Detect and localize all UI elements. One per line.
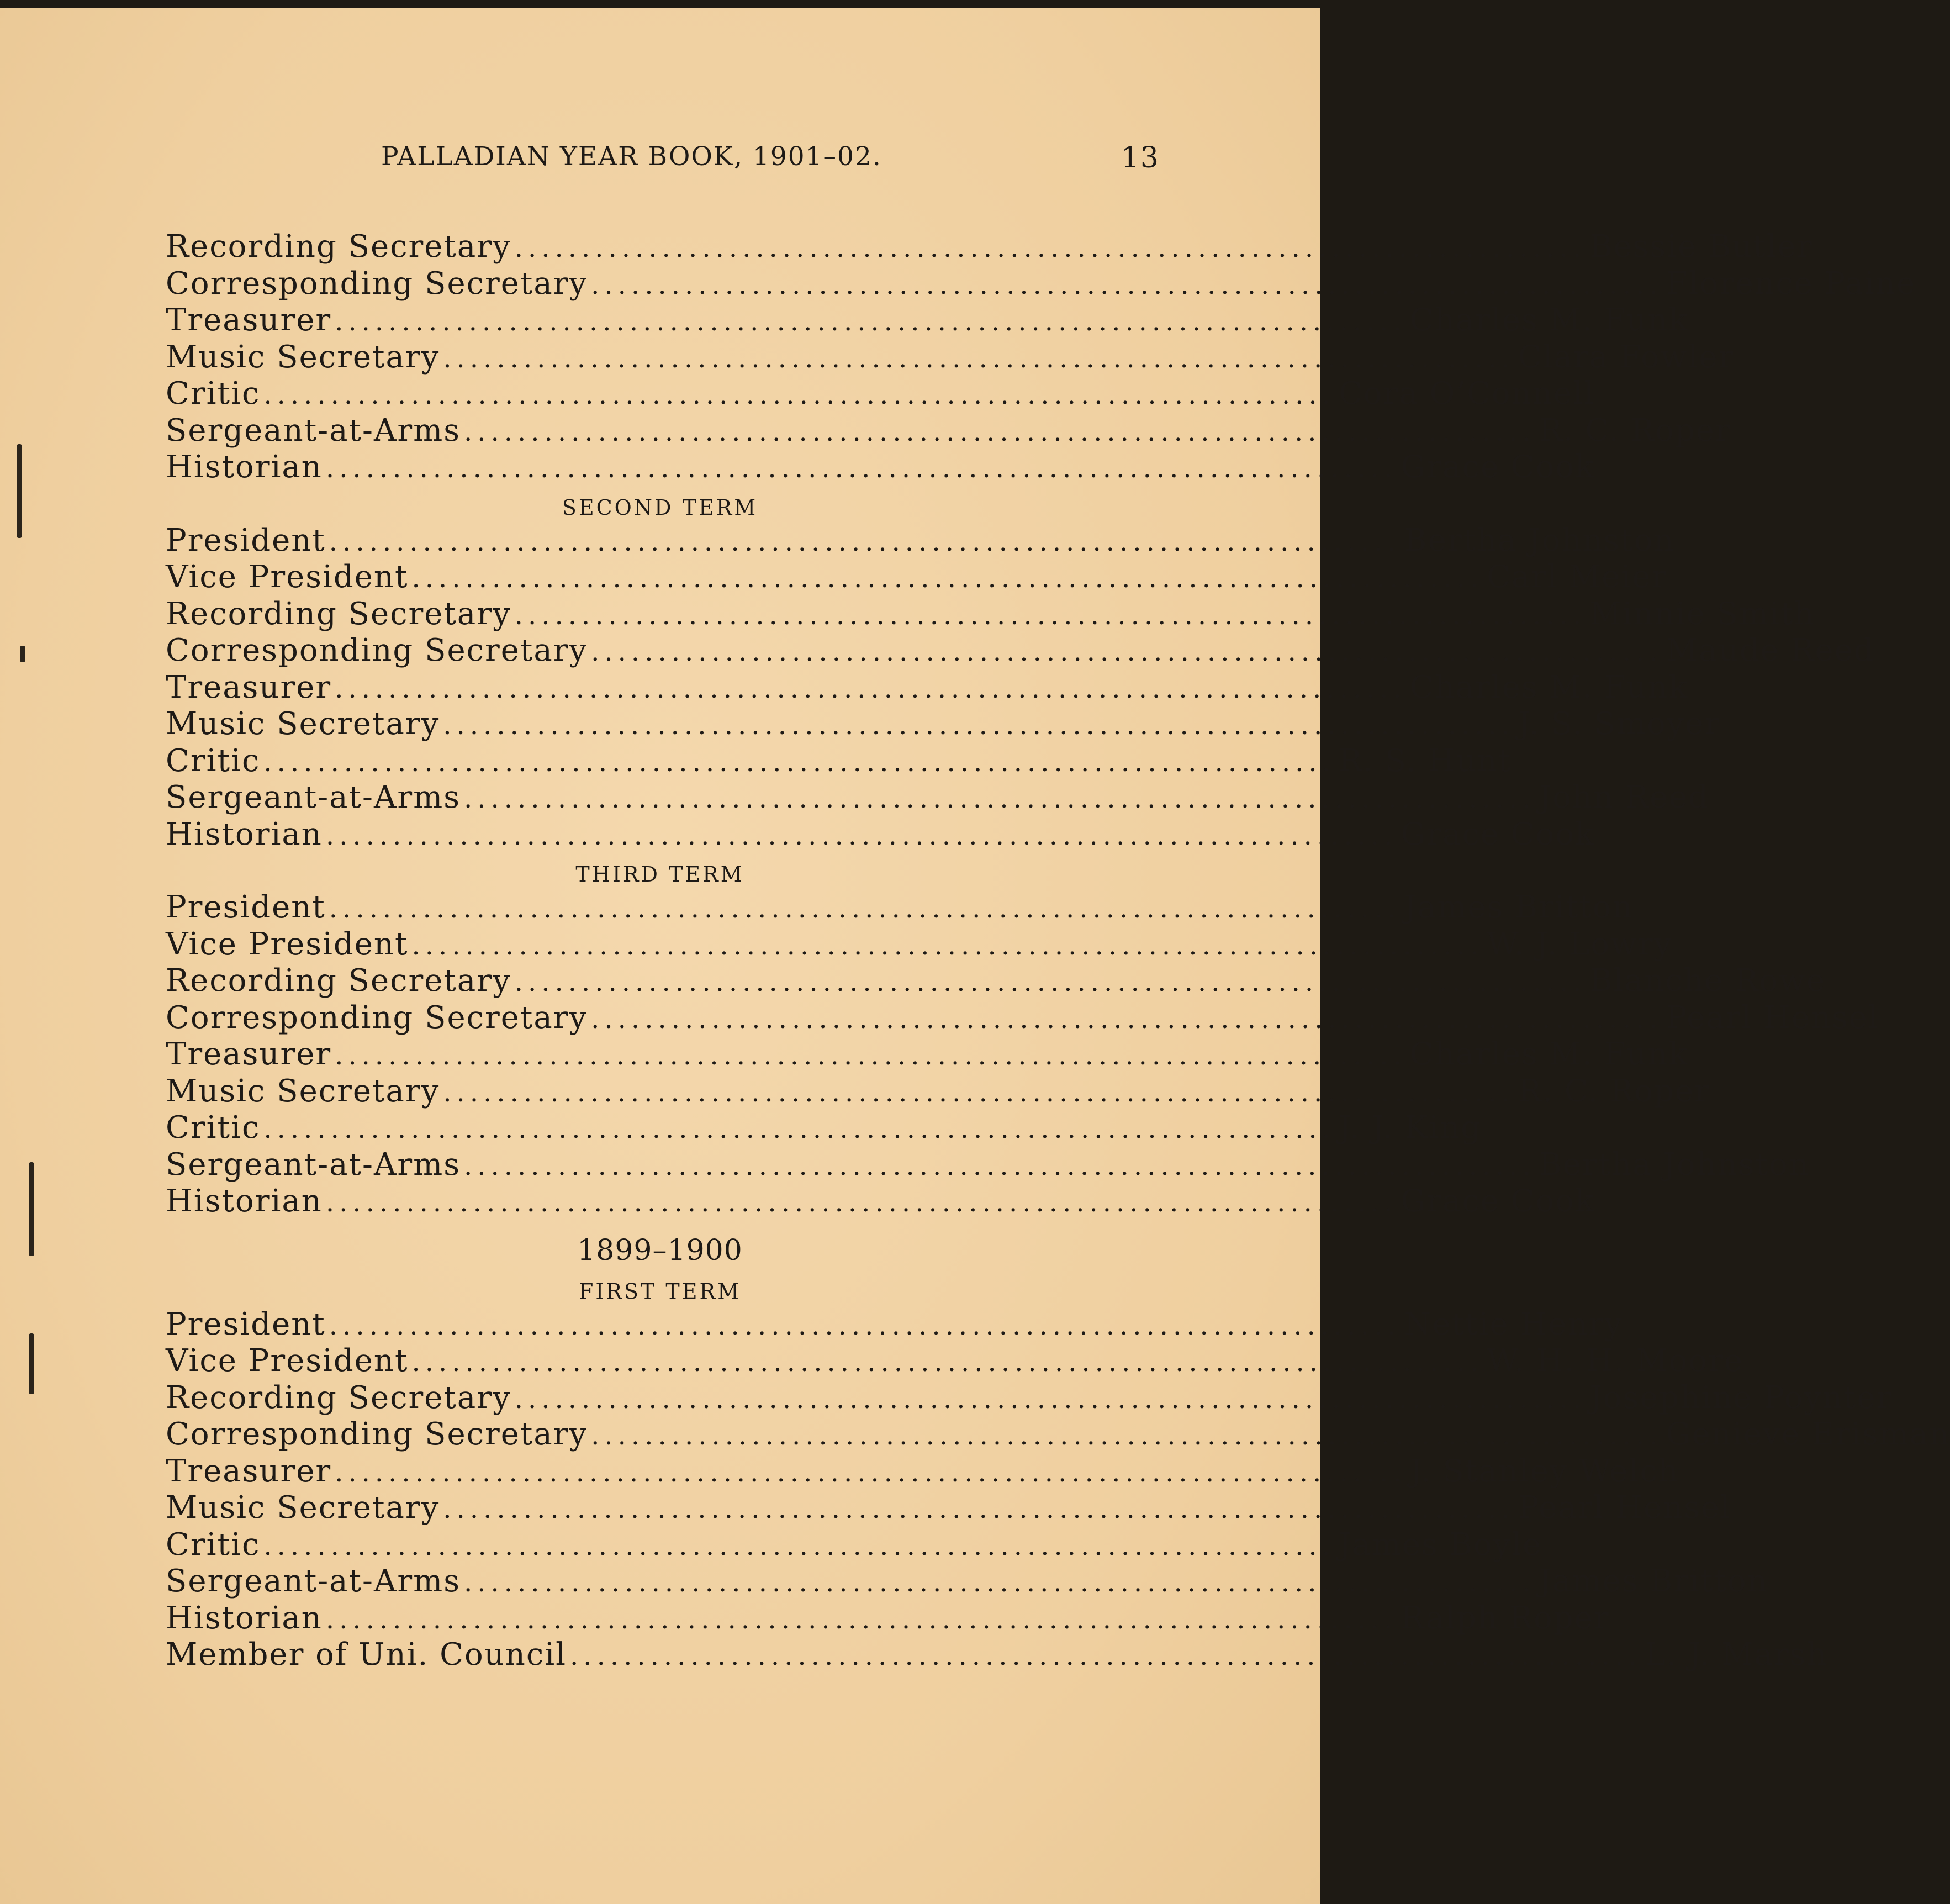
officer-row (166, 1036, 1689, 1073)
officer-list (166, 229, 1950, 1674)
office-title: Critic (166, 742, 261, 779)
officer-name: Grace Cook (1401, 449, 1595, 485)
officer-name: John Reed (1539, 779, 1710, 815)
office-title: Critic (166, 376, 261, 412)
running-title: PALLADIAN YEAR BOOK, 1901–02. (381, 141, 882, 172)
officer-name: R. S. Hunt (1338, 742, 1512, 779)
officer-name: Minnie Smith (1589, 595, 1815, 632)
dot-leader: ................................................................................ (464, 416, 1536, 447)
officer-row (166, 1110, 1482, 1147)
dot-leader: ................................................................................ (464, 1150, 1536, 1182)
officer-row (166, 1526, 1542, 1564)
office-title: Historian (166, 1600, 323, 1636)
officer-row (166, 339, 1735, 376)
officer-row (166, 1343, 1744, 1380)
office-title: Music Secretary (166, 339, 440, 375)
dot-leader: ................................................................................ (514, 599, 1587, 631)
office-title: Vice President (166, 1343, 409, 1379)
dot-leader: ................................................................................ (335, 1457, 1407, 1488)
dot-leader: ................................................................................ (411, 930, 1484, 961)
officer-name: Carl Meier (1487, 559, 1668, 595)
officer-row (166, 669, 1689, 706)
office-title: Sergeant-at-Arms (166, 779, 461, 815)
dot-leader: ................................................................................ (335, 1040, 1407, 1071)
office-title: Treasurer (166, 1453, 332, 1489)
binding-stitch-mark (20, 646, 25, 662)
office-title: Critic (166, 1110, 261, 1146)
officer-row (166, 1146, 1810, 1184)
office-title: Recording Secretary (166, 963, 511, 999)
year-heading: 1899–1900 (577, 1233, 743, 1267)
dot-leader: ................................................................................ (335, 673, 1407, 704)
office-title: Corresponding Secretary (166, 999, 588, 1036)
officer-row (166, 706, 1721, 743)
dot-leader: ................................................................................ (514, 967, 1587, 998)
binding-stitch-mark (17, 444, 22, 538)
office-title: Treasurer (166, 302, 332, 338)
officer-name: Josephine Poynter (1589, 1379, 1893, 1416)
officer-row (166, 742, 1512, 780)
dot-leader: ................................................................................ (335, 306, 1407, 337)
officer-name: L. J. Marsh (1645, 1637, 1828, 1673)
office-title: Sergeant-at-Arms (166, 412, 461, 449)
office-title: Corresponding Secretary (166, 632, 588, 668)
page-number: 13 (1121, 141, 1160, 175)
dot-leader: ................................................................................ (325, 1187, 1398, 1218)
office-title: Vice President (166, 926, 409, 962)
officer-row (166, 1183, 1595, 1220)
officer-row (166, 1490, 1731, 1527)
officer-name: Florence Paine (1666, 265, 1916, 302)
dot-leader: ................................................................................ (263, 746, 1335, 778)
officer-row (166, 229, 1813, 266)
office-title: Historian (166, 449, 323, 485)
office-title: Vice President (166, 559, 409, 595)
office-title: Corresponding Secretary (166, 265, 588, 302)
officer-row (166, 889, 1634, 926)
office-title: Treasurer (166, 1036, 332, 1072)
officer-row (166, 412, 1731, 450)
officer-name: James Britton (1404, 889, 1634, 925)
dot-leader: ................................................................................ (411, 563, 1484, 594)
officer-row (166, 632, 1875, 669)
officer-name: Maude Reed (1666, 632, 1875, 668)
officer-name: Charles M. Funk (1409, 1036, 1689, 1072)
office-title: Sergeant-at-Arms (166, 1146, 461, 1183)
dot-leader: ................................................................................ (514, 1383, 1587, 1415)
officer-name: Grace Cook (1401, 1183, 1595, 1219)
officer-row (166, 1073, 1710, 1110)
running-header (381, 136, 1160, 180)
officer-row (166, 595, 1815, 633)
officer-name: Ralph Roper (1401, 1600, 1610, 1636)
officer-name: Charles M. Funk (1409, 669, 1689, 705)
officer-name: J. S. Smoyer (1518, 706, 1721, 742)
dot-leader: ................................................................................ (263, 1114, 1335, 1144)
officer-row (166, 449, 1595, 486)
officer-name: Bertha Johnston (1539, 1146, 1810, 1183)
officer-name: Charles M. Funk (1409, 302, 1689, 338)
office-title: President (166, 522, 326, 558)
dot-leader: ................................................................................ (443, 710, 1515, 741)
office-title: Corresponding Secretary (166, 1416, 588, 1452)
officer-row (166, 559, 1668, 596)
dot-leader: ................................................................................ (591, 269, 1663, 300)
officer-row (166, 1563, 1768, 1600)
binding-stitch-mark (29, 1333, 34, 1394)
dot-leader: ................................................................................ (570, 1641, 1642, 1671)
officer-name: Pearl Hensel (1518, 1490, 1731, 1526)
officer-row (166, 302, 1689, 339)
dot-leader: ................................................................................ (591, 636, 1663, 667)
office-title: Music Secretary (166, 1490, 440, 1526)
dot-leader: ................................................................................ (329, 1310, 1401, 1341)
officer-row (166, 926, 1673, 963)
officer-name: Grace Cook (1401, 816, 1595, 852)
dot-leader: ................................................................................ (411, 1347, 1484, 1378)
officer-name: R. C. Roper (1518, 1073, 1710, 1109)
dot-leader: ................................................................................ (591, 1420, 1663, 1451)
officer-name: W. H. H. Moore (1487, 1343, 1744, 1379)
dot-leader: ................................................................................ (263, 379, 1335, 410)
term-heading: THIRD TERM (575, 862, 744, 887)
officer-name: Pearl Hensel (1666, 999, 1879, 1036)
officer-name: Bertha Johnston (1404, 522, 1675, 558)
officer-row (166, 1453, 1679, 1490)
officer-name: R. C. Roper (1539, 412, 1731, 449)
dot-leader: ................................................................................ (443, 1494, 1515, 1525)
officer-row (166, 522, 1675, 560)
officer-name: James Britton (1539, 1563, 1768, 1599)
dot-leader: ................................................................................ (514, 233, 1587, 263)
office-title: Historian (166, 1183, 323, 1219)
officer-row (166, 999, 1879, 1037)
officer-name: Genieve Erisman (1666, 1416, 1950, 1452)
dot-leader: ................................................................................ (329, 526, 1401, 557)
office-title: Historian (166, 816, 323, 852)
office-title: Critic (166, 1526, 261, 1563)
officer-name: Nettie Henry (1404, 1306, 1623, 1342)
officer-name: Bessie Butler (1589, 229, 1813, 265)
dot-leader: ................................................................................ (443, 342, 1515, 374)
officer-row (166, 265, 1916, 303)
dot-leader: ................................................................................ (329, 893, 1401, 924)
officer-row (166, 376, 1595, 413)
dot-leader: ................................................................................ (591, 1003, 1663, 1035)
officer-row (166, 1637, 1828, 1674)
dot-leader: ................................................................................ (325, 453, 1398, 484)
officer-name: James Boyle (1338, 1526, 1542, 1563)
term-heading: FIRST TERM (578, 1279, 742, 1304)
officer-row (166, 816, 1595, 853)
office-title: Recording Secretary (166, 1379, 511, 1416)
officer-row (166, 1379, 1893, 1417)
dot-leader: ................................................................................ (464, 1567, 1536, 1598)
office-title: President (166, 1306, 326, 1342)
office-title: Recording Secretary (166, 229, 511, 265)
officer-name: J. J. King (1338, 1110, 1482, 1146)
dot-leader: ................................................................................ (464, 783, 1536, 814)
officer-name: W. J. Lowry (1487, 926, 1673, 962)
officer-name: Blanche Rowe (1589, 963, 1826, 999)
office-title: Sergeant-at-Arms (166, 1563, 461, 1599)
office-title: Music Secretary (166, 1073, 440, 1109)
officer-name: Clara Fowler (1518, 339, 1735, 375)
officer-name: J. Stanley Welch (1409, 1453, 1679, 1489)
office-title: Recording Secretary (166, 595, 511, 632)
office-title: Treasurer (166, 669, 332, 705)
officer-row (166, 963, 1826, 1000)
term-heading: SECOND TERM (562, 495, 758, 520)
book-page (0, 8, 1950, 1904)
dot-leader: ................................................................................ (325, 820, 1398, 851)
officer-name: Cora O’Connell (1338, 376, 1595, 412)
office-title: Member of Uni. Council (166, 1637, 567, 1673)
officer-row (166, 779, 1710, 816)
officer-row (166, 1600, 1610, 1637)
dot-leader: ................................................................................ (263, 1530, 1335, 1562)
dot-leader: ................................................................................ (443, 1077, 1515, 1108)
dot-leader: ................................................................................ (325, 1604, 1398, 1635)
binding-stitch-mark (29, 1162, 34, 1256)
officer-row (166, 1416, 1950, 1453)
officer-row (166, 1306, 1623, 1343)
office-title: President (166, 889, 326, 925)
office-title: Music Secretary (166, 706, 440, 742)
